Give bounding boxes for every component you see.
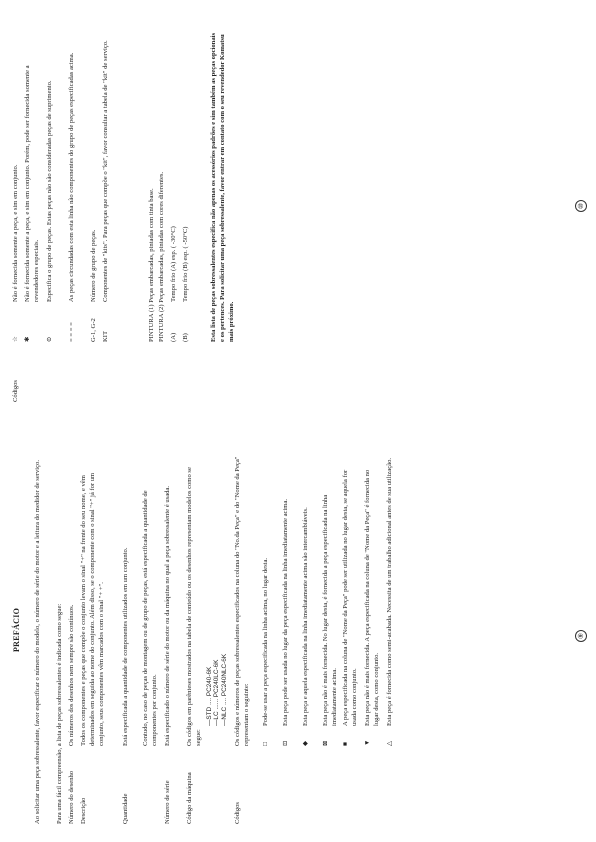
row-text: Todos os componentes e peças que compõe o conjunto levam o sinal "+" na frente do seu nome, e vêm determinados em seguida ao nome do conjunto. Além disso, se o componente com o sinal "+" já for um conjunto, seus componentes vêm marcados com o sinal "+ +". <box>80 472 105 746</box>
code-row <box>364 456 382 746</box>
row-label: Descrição <box>80 797 87 824</box>
paint-line: PINTURA (1) Peças embarcadas, pintadas com tinta base. <box>148 188 155 342</box>
model-codes: —STD .... PC240-6K —LC ...... PC240LC-6K —NLC .... PC240NLC-6K <box>206 653 228 726</box>
code-text: Esta peça pode ser usada no lugar da peça especificada na linha imediatamente acima. <box>282 498 289 726</box>
row-text: Está especificado o número de série do motor ou da máquina no qual a peça sobressalente é usada. <box>164 486 171 746</box>
codes-label: Códigos <box>234 802 241 824</box>
right-codes-label: Códigos <box>12 380 19 402</box>
code-symbol: ☆ <box>12 336 19 342</box>
code-text: Número de grupo de peças. <box>90 229 97 302</box>
temp-code: (B) <box>182 333 189 342</box>
code-row <box>342 456 360 746</box>
lead-paragraph: Para uma fácil compreensão, a lista de peças sobressalentes é indicada como segue: <box>56 603 63 824</box>
code-text: Pode-se usar a peça especificada na linha acima, no lugar desta. <box>262 557 269 726</box>
temp-row <box>182 42 191 342</box>
code-text: A peça especificada na coluna de "Nome da Peça" pode ser utilizada no lugar desta, se aquela for usada como conjunto. <box>342 469 358 726</box>
code-symbol: ▼ <box>364 739 371 746</box>
code-row <box>90 32 99 342</box>
row-text: Está especificada a quantidade de componentes utilizados em um conjunto. <box>122 547 129 746</box>
code-row <box>386 456 395 746</box>
code-text: Esta peça e aquela especificada na linha imediatamente acima são intercambiáveis. <box>302 507 309 726</box>
code-row <box>262 456 271 746</box>
code-row <box>322 456 340 746</box>
code-row <box>68 32 77 342</box>
closing-note: Esta lista de peças sobressalentes especifica não apenas os acessórios padrões e sim também as peças opcionais e os pertences. Para solicitar uma peça sobressalente, favor entrar em contato com o seu revendedor Komatsu mais próximo. <box>210 32 235 342</box>
code-symbol: = = = = <box>68 322 75 342</box>
code-row <box>302 456 311 746</box>
row-label: Quantidade <box>122 793 129 824</box>
code-text: Esta peça é fornecida como semi-acabada. Necessita de um trabalho adicional antes de sua utilização. <box>386 457 393 726</box>
code-symbol: ◆ <box>302 740 309 746</box>
codes-intro: Os códigos e números de peças sobressalentes especificados na coluna do "No.da Peça" e do "Nome da Peça" representam o seguinte: <box>234 456 250 746</box>
code-text: Esta peça não é mais fornecida. A peça especificada na coluna de "Nome da Peça" é fornecida no lugar desta, como conjunto. <box>364 469 380 726</box>
row-label: Código da máquina <box>186 772 193 824</box>
code-symbol: G-1, G-2 <box>90 318 97 342</box>
temp-row <box>170 42 179 342</box>
temp-code: (A) <box>170 332 177 342</box>
code-symbol: ⊙ <box>46 336 53 342</box>
code-text: As peças circundadas com esta linha não componentes do grupo de peças especificadas acima. <box>68 52 75 302</box>
page-number-right: ⑩ <box>575 200 587 212</box>
code-row <box>46 32 55 342</box>
code-text: Não é fornecida somente a peça, e sim em conjunto. <box>12 164 19 302</box>
row-text: Os códigos em parênteses mostrados na tabela de conteúdo ou os desenhos representam modelos como se segue: <box>186 467 202 746</box>
page-number-left: ⑨ <box>575 630 587 642</box>
row-text: Contudo, no caso de peças de montagem ou de grupo de peças, está especificada a quantidade de componentes por conjunto. <box>142 490 158 746</box>
temp-text: Tempo frio (A) esp. ( -30°C) <box>170 226 177 302</box>
code-row <box>282 456 291 746</box>
row-label: Número do desenho <box>68 770 75 824</box>
code-symbol: △ <box>386 740 393 746</box>
paint-line: PINTURA (2) Peças embarcadas, pintadas com cores diferentes. <box>158 171 165 342</box>
code-row <box>102 32 111 342</box>
code-symbol: ■ <box>342 742 349 746</box>
intro-paragraph: Ao solicitar uma peça sobressalente, favor especificar o número do modelo, o número de série do motor e a leitura do medidor de serviço. <box>34 460 41 824</box>
code-text: Não é fornecida somente a peça, e sim em conjunto. Porém, pode ser fornecida somente a revendedores especiais. <box>24 65 40 302</box>
code-text: Esta peça não é mais fornecida. No lugar desta, é fornecida a peça especificada na linha imediatamente acima. <box>322 494 338 726</box>
code-row <box>24 32 42 342</box>
code-text: Componentes de "kits". Para peças que compõe o "kit", favor consultar a tabela de "kit" de serviço. <box>102 40 109 302</box>
code-symbol: ⊠ <box>322 740 329 746</box>
code-symbol: ⊡ <box>282 740 289 746</box>
code-symbol: □ <box>262 742 269 746</box>
row-text: Os números dos desenhos nem sempre são contínuos. <box>68 604 75 746</box>
temp-text: Tempo frio (B) esp. ( -50°C) <box>182 226 189 302</box>
page-title: PREFÁCIO <box>12 607 21 652</box>
code-symbol: ✱ <box>24 336 31 342</box>
code-symbol: KIT <box>102 331 109 342</box>
row-label: Número de série <box>164 780 171 824</box>
code-row <box>12 32 21 342</box>
code-text: Especifica o grupo de peças. Estas peças não são consideradas peças de suprimento. <box>46 80 53 302</box>
